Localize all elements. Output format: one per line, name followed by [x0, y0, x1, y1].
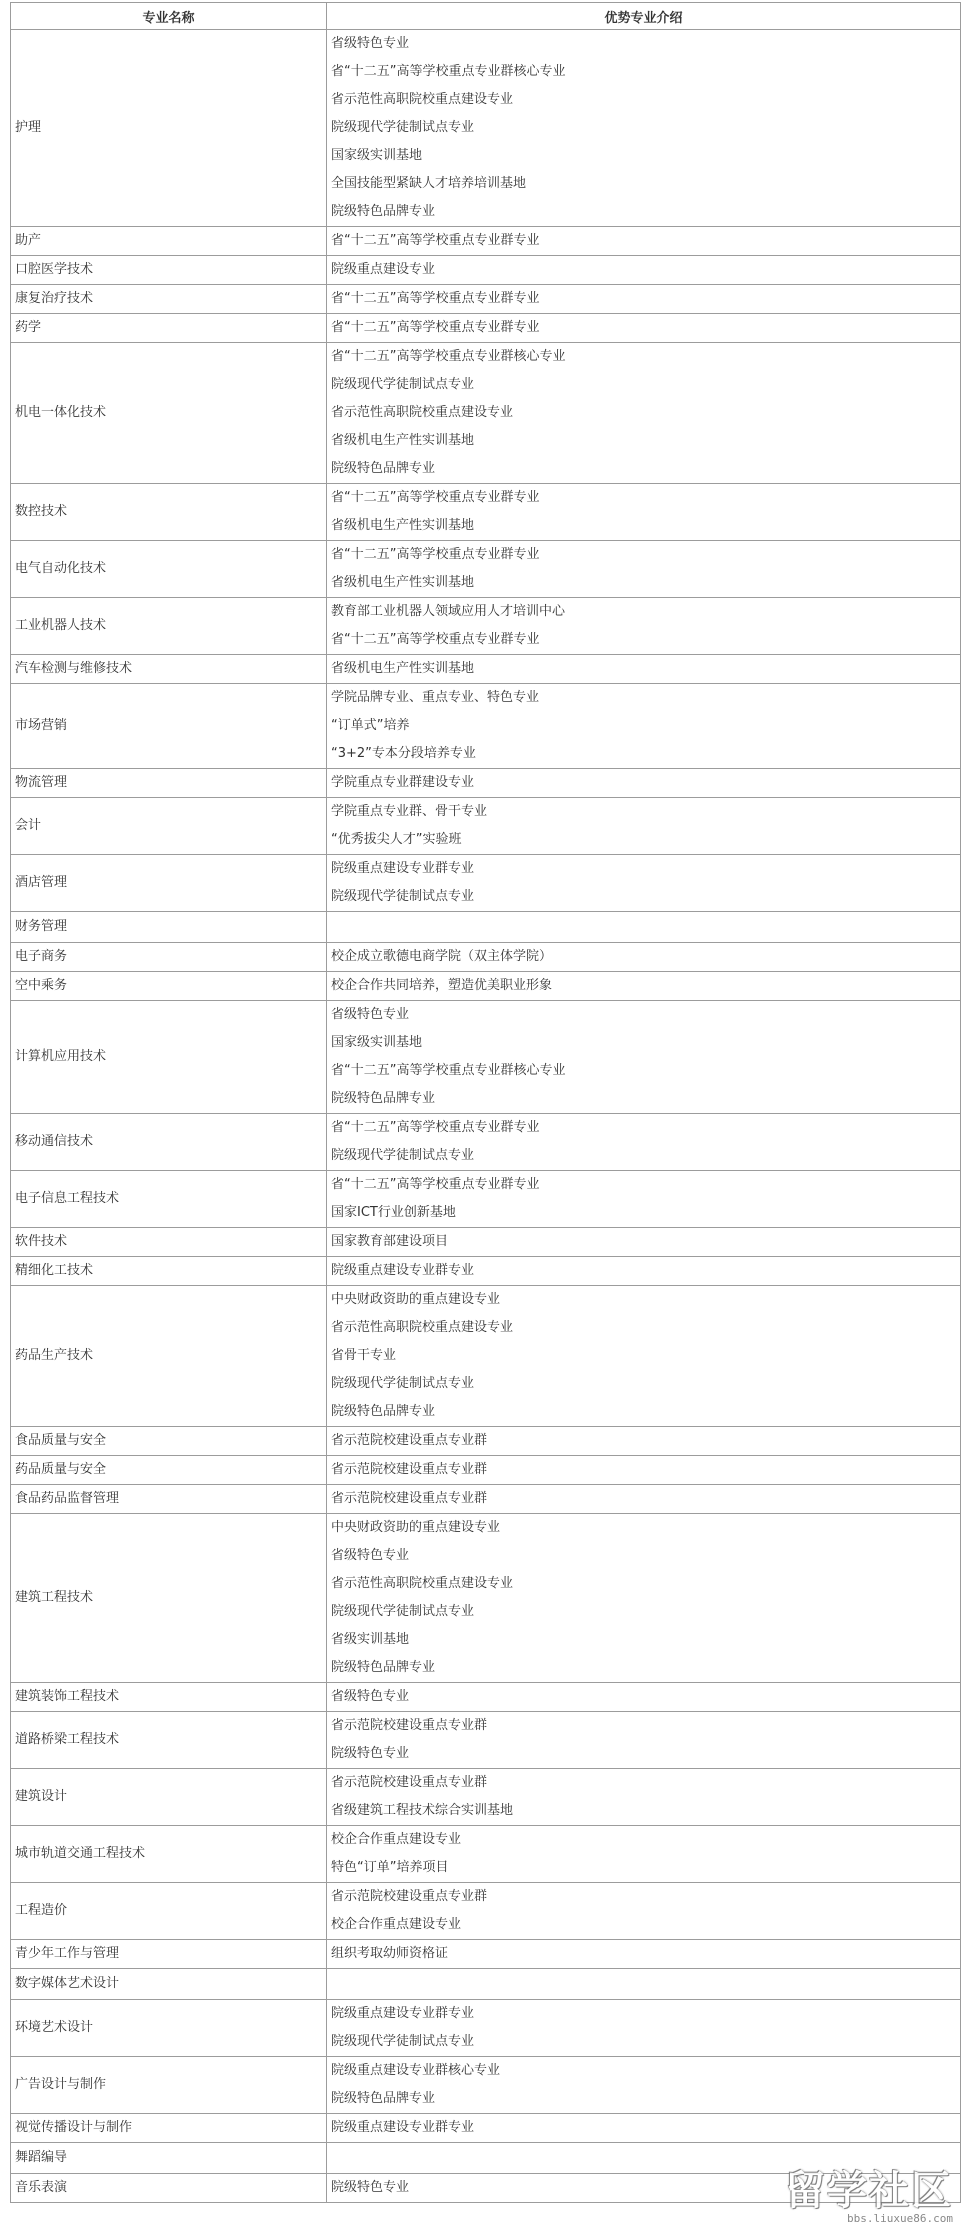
major-features-cell: [327, 1228, 961, 1257]
majors-table: [10, 2, 961, 2203]
feature-item: 院级重点建设专业群专业: [331, 861, 475, 876]
table-row: [11, 1683, 961, 1712]
feature-item: 省“十二五”高等学校重点专业群核心专业: [331, 64, 566, 79]
major-features-cell: [327, 798, 961, 855]
column-header-intro: 优势专业介绍: [327, 3, 961, 30]
major-features-cell: [327, 2057, 961, 2114]
major-features-cell: [327, 1683, 961, 1712]
table-row: [11, 1712, 961, 1769]
feature-item: 院级现代学徒制试点专业: [331, 120, 475, 135]
table-header-row: [11, 3, 961, 30]
major-features-cell: [327, 2114, 961, 2143]
feature-item: 省示范院校建设重点专业群: [331, 1491, 488, 1506]
major-features-cell: [327, 1514, 961, 1683]
feature-item: 省级特色专业: [331, 36, 410, 51]
major-features-cell: [327, 855, 961, 912]
feature-item: 省示范院校建设重点专业群: [331, 1433, 488, 1448]
major-features-cell: [327, 1427, 961, 1456]
major-name-cell: 药学: [11, 314, 327, 343]
major-name-cell: 电气自动化技术: [11, 541, 327, 598]
feature-item: “优秀拔尖人才”实验班: [331, 832, 462, 847]
feature-item: 省“十二五”高等学校重点专业群专业: [331, 547, 540, 562]
feature-item: 院级现代学徒制试点专业: [331, 889, 475, 904]
major-name-cell: 药品质量与安全: [11, 1456, 327, 1485]
feature-item: 校企合作重点建设专业: [331, 1832, 462, 1847]
table-row: [11, 1485, 961, 1514]
feature-item: 学院重点专业群建设专业: [331, 775, 475, 790]
feature-item: 省级机电生产性实训基地: [331, 575, 475, 590]
table-row: [11, 1114, 961, 1171]
feature-item: 省级机电生产性实训基地: [331, 661, 475, 676]
major-features-cell: [327, 1826, 961, 1883]
feature-item: 院级特色品牌专业: [331, 1091, 436, 1106]
major-features-cell: [327, 2174, 961, 2203]
table-row: [11, 798, 961, 855]
column-header-name: 专业名称: [11, 3, 327, 30]
major-features-cell: [327, 1769, 961, 1826]
major-name-cell: 会计: [11, 798, 327, 855]
major-name-cell: 空中乘务: [11, 972, 327, 1001]
table-row: [11, 1228, 961, 1257]
feature-item: 院级特色专业: [331, 2180, 410, 2195]
feature-item: 教育部工业机器人领域应用人才培训中心: [331, 604, 566, 619]
feature-item: 院级现代学徒制试点专业: [331, 1148, 475, 1163]
feature-item: 全国技能型紧缺人才培养培训基地: [331, 176, 527, 191]
major-features-cell: [327, 2143, 961, 2174]
feature-item: 省“十二五”高等学校重点专业群专业: [331, 320, 540, 335]
major-name-cell: 工业机器人技术: [11, 598, 327, 655]
feature-item: 国家级实训基地: [331, 148, 423, 163]
table-row: [11, 30, 961, 227]
major-name-cell: 数控技术: [11, 484, 327, 541]
table-row: [11, 943, 961, 972]
feature-item: 中央财政资助的重点建设专业: [331, 1520, 501, 1535]
major-features-cell: [327, 655, 961, 684]
table-row: [11, 1826, 961, 1883]
major-name-cell: 道路桥梁工程技术: [11, 1712, 327, 1769]
feature-item: 院级特色品牌专业: [331, 2091, 436, 2106]
major-features-cell: [327, 1001, 961, 1114]
major-features-cell: [327, 30, 961, 227]
table-row: [11, 912, 961, 943]
feature-item: 省示范性高职院校重点建设专业: [331, 1320, 514, 1335]
feature-item: 国家教育部建设项目: [331, 1234, 449, 1249]
feature-item: 省“十二五”高等学校重点专业群专业: [331, 233, 540, 248]
major-features-cell: [327, 2000, 961, 2057]
feature-item: 省级特色专业: [331, 1548, 410, 1563]
feature-item: 院级现代学徒制试点专业: [331, 1604, 475, 1619]
table-row: [11, 314, 961, 343]
feature-item: 省级机电生产性实训基地: [331, 518, 475, 533]
table-row: [11, 541, 961, 598]
feature-item: “订单式”培养: [331, 718, 410, 733]
major-name-cell: 市场营销: [11, 684, 327, 769]
feature-item: 院级重点建设专业群专业: [331, 2006, 475, 2021]
major-name-cell: 口腔医学技术: [11, 256, 327, 285]
feature-item: 校企合作重点建设专业: [331, 1917, 462, 1932]
feature-item: 省级机电生产性实训基地: [331, 433, 475, 448]
feature-item: 院级现代学徒制试点专业: [331, 377, 475, 392]
feature-item: 院级现代学徒制试点专业: [331, 2034, 475, 2049]
feature-item: 省“十二五”高等学校重点专业群核心专业: [331, 1063, 566, 1078]
major-name-cell: 康复治疗技术: [11, 285, 327, 314]
feature-item: 国家级实训基地: [331, 1035, 423, 1050]
major-name-cell: 建筑工程技术: [11, 1514, 327, 1683]
feature-item: 省示范院校建设重点专业群: [331, 1462, 488, 1477]
table-row: [11, 2143, 961, 2174]
major-name-cell: 城市轨道交通工程技术: [11, 1826, 327, 1883]
feature-item: 院级重点建设专业群专业: [331, 2120, 475, 2135]
table-row: [11, 684, 961, 769]
table-row: [11, 972, 961, 1001]
feature-item: 省级特色专业: [331, 1007, 410, 1022]
feature-item: 省级建筑工程技术综合实训基地: [331, 1803, 514, 1818]
feature-item: 校企合作共同培养，塑造优美职业形象: [331, 978, 553, 993]
table-row: [11, 1883, 961, 1940]
feature-item: 省级实训基地: [331, 1632, 410, 1647]
major-name-cell: 护理: [11, 30, 327, 227]
major-name-cell: 软件技术: [11, 1228, 327, 1257]
major-features-cell: [327, 1456, 961, 1485]
table-row: [11, 2000, 961, 2057]
feature-item: 院级重点建设专业群专业: [331, 1263, 475, 1278]
major-name-cell: 机电一体化技术: [11, 343, 327, 484]
feature-item: 国家ICT行业创新基地: [331, 1205, 456, 1220]
major-name-cell: 电子信息工程技术: [11, 1171, 327, 1228]
major-features-cell: [327, 943, 961, 972]
major-name-cell: 建筑设计: [11, 1769, 327, 1826]
feature-item: 省示范性高职院校重点建设专业: [331, 92, 514, 107]
major-features-cell: [327, 1286, 961, 1427]
table-row: [11, 855, 961, 912]
feature-item: 省“十二五”高等学校重点专业群专业: [331, 490, 540, 505]
major-name-cell: 财务管理: [11, 912, 327, 943]
major-name-cell: 环境艺术设计: [11, 2000, 327, 2057]
table-row: [11, 1514, 961, 1683]
table-row: [11, 1769, 961, 1826]
table-row: [11, 1257, 961, 1286]
table-row: [11, 343, 961, 484]
feature-item: 院级特色品牌专业: [331, 204, 436, 219]
major-name-cell: 食品药品监督管理: [11, 1485, 327, 1514]
major-features-cell: [327, 1114, 961, 1171]
major-features-cell: [327, 972, 961, 1001]
feature-item: 省“十二五”高等学校重点专业群核心专业: [331, 349, 566, 364]
major-name-cell: 青少年工作与管理: [11, 1940, 327, 1969]
table-row: [11, 1427, 961, 1456]
major-name-cell: 视觉传播设计与制作: [11, 2114, 327, 2143]
major-features-cell: [327, 343, 961, 484]
major-features-cell: [327, 1171, 961, 1228]
feature-item: 院级重点建设专业群核心专业: [331, 2063, 501, 2078]
major-name-cell: 食品质量与安全: [11, 1427, 327, 1456]
major-features-cell: [327, 285, 961, 314]
feature-item: 院级现代学徒制试点专业: [331, 1376, 475, 1391]
table-row: [11, 484, 961, 541]
feature-item: 组织考取幼师资格证: [331, 1946, 449, 1961]
major-name-cell: 物流管理: [11, 769, 327, 798]
table-row: [11, 2174, 961, 2203]
major-name-cell: 音乐表演: [11, 2174, 327, 2203]
major-features-cell: [327, 541, 961, 598]
major-name-cell: 舞蹈编导: [11, 2143, 327, 2174]
table-body: [11, 30, 961, 2203]
feature-item: 省示范院校建设重点专业群: [331, 1775, 488, 1790]
feature-item: 学院品牌专业、重点专业、特色专业: [331, 690, 540, 705]
feature-item: 特色“订单”培养项目: [331, 1860, 449, 1875]
table-row: [11, 1171, 961, 1228]
major-features-cell: [327, 598, 961, 655]
table-row: [11, 2114, 961, 2143]
major-name-cell: 精细化工技术: [11, 1257, 327, 1286]
table-row: [11, 285, 961, 314]
table-row: [11, 1969, 961, 2000]
feature-item: 省“十二五”高等学校重点专业群专业: [331, 1177, 540, 1192]
feature-item: 省“十二五”高等学校重点专业群专业: [331, 291, 540, 306]
major-features-cell: [327, 1940, 961, 1969]
feature-item: 学院重点专业群、骨干专业: [331, 804, 488, 819]
major-name-cell: 广告设计与制作: [11, 2057, 327, 2114]
major-name-cell: 移动通信技术: [11, 1114, 327, 1171]
feature-item: 院级特色品牌专业: [331, 461, 436, 476]
table-row: [11, 2057, 961, 2114]
major-features-cell: [327, 1712, 961, 1769]
table-row: [11, 256, 961, 285]
major-name-cell: 工程造价: [11, 1883, 327, 1940]
feature-item: 省“十二五”高等学校重点专业群专业: [331, 632, 540, 647]
table-row: [11, 1940, 961, 1969]
feature-item: “3+2”专本分段培养专业: [331, 746, 476, 761]
feature-item: 中央财政资助的重点建设专业: [331, 1292, 501, 1307]
table-row: [11, 1286, 961, 1427]
major-features-cell: [327, 1485, 961, 1514]
major-name-cell: 药品生产技术: [11, 1286, 327, 1427]
feature-item: 省示范性高职院校重点建设专业: [331, 405, 514, 420]
table-row: [11, 655, 961, 684]
major-features-cell: [327, 1257, 961, 1286]
watermark-url: bbs.liuxue86.com: [847, 2212, 953, 2225]
feature-item: 省示范院校建设重点专业群: [331, 1718, 488, 1733]
table-row: [11, 769, 961, 798]
document-page: [10, 2, 960, 2203]
major-features-cell: [327, 484, 961, 541]
feature-item: 院级特色品牌专业: [331, 1660, 436, 1675]
major-features-cell: [327, 256, 961, 285]
feature-item: 院级特色专业: [331, 1746, 410, 1761]
major-name-cell: 助产: [11, 227, 327, 256]
major-name-cell: 数字媒体艺术设计: [11, 1969, 327, 2000]
table-row: [11, 1456, 961, 1485]
major-features-cell: [327, 1883, 961, 1940]
major-name-cell: 建筑装饰工程技术: [11, 1683, 327, 1712]
table-row: [11, 1001, 961, 1114]
feature-item: 省骨干专业: [331, 1348, 397, 1363]
major-name-cell: 电子商务: [11, 943, 327, 972]
major-features-cell: [327, 314, 961, 343]
feature-item: 省“十二五”高等学校重点专业群专业: [331, 1120, 540, 1135]
watermark-text: 留学社区: [785, 2168, 953, 2214]
feature-item: 省级特色专业: [331, 1689, 410, 1704]
feature-item: 省示范院校建设重点专业群: [331, 1889, 488, 1904]
feature-item: 省示范性高职院校重点建设专业: [331, 1576, 514, 1591]
table-row: [11, 598, 961, 655]
major-features-cell: [327, 912, 961, 943]
major-name-cell: 汽车检测与维修技术: [11, 655, 327, 684]
feature-item: 校企成立歌德电商学院（双主体学院）: [331, 949, 553, 964]
feature-item: 院级特色品牌专业: [331, 1404, 436, 1419]
major-features-cell: [327, 227, 961, 256]
major-name-cell: 计算机应用技术: [11, 1001, 327, 1114]
major-features-cell: [327, 769, 961, 798]
major-name-cell: 酒店管理: [11, 855, 327, 912]
major-features-cell: [327, 1969, 961, 2000]
feature-item: 院级重点建设专业: [331, 262, 436, 277]
major-features-cell: [327, 684, 961, 769]
table-row: [11, 227, 961, 256]
